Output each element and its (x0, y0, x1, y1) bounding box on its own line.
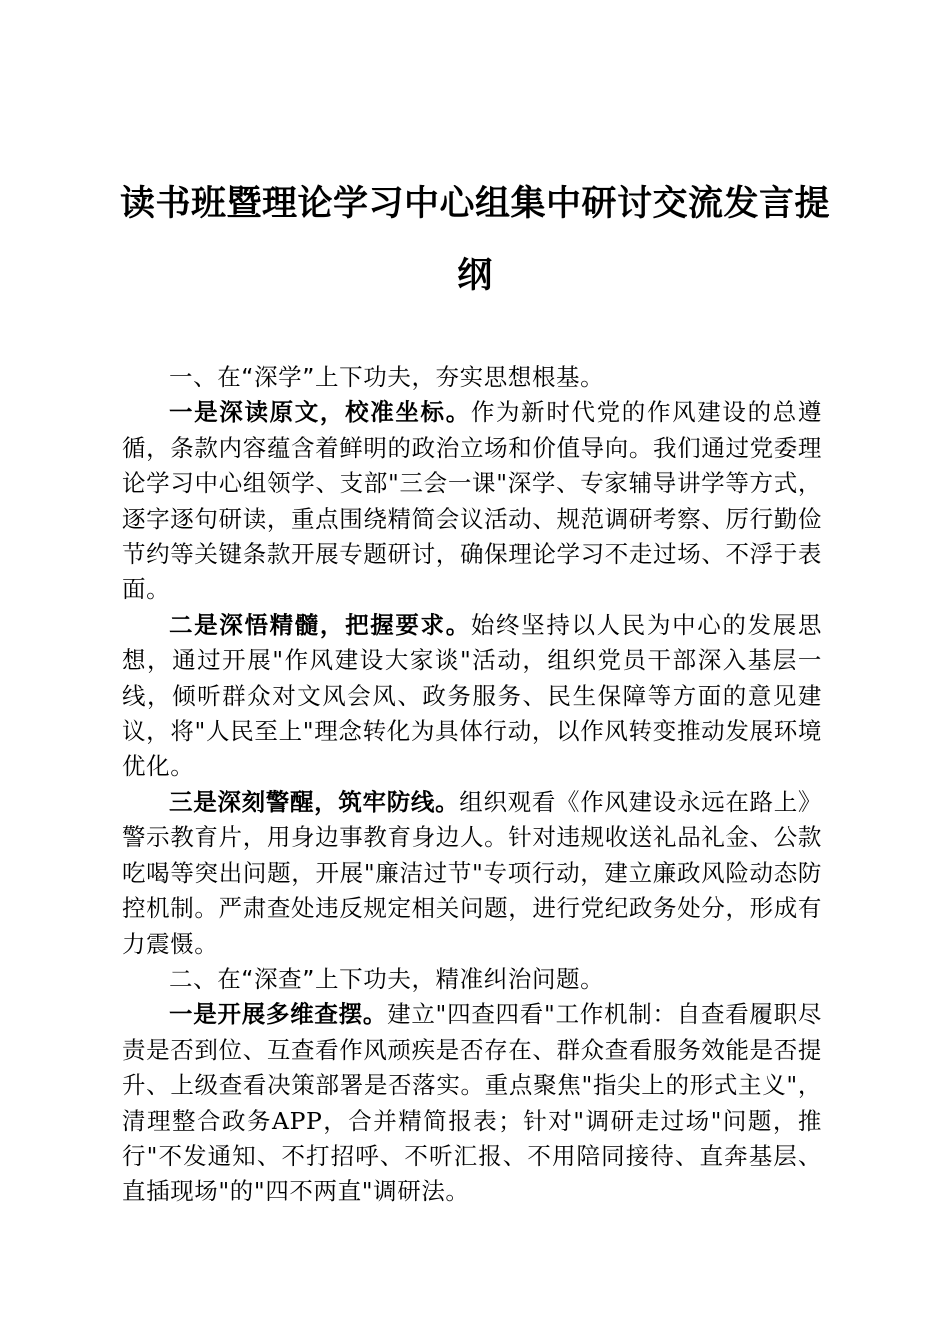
document-body (122, 360, 822, 1210)
section-heading-2: 二、在“深查”上下功夫，精准纠治问题。 (169, 964, 605, 993)
paragraph-2-1 (122, 997, 822, 1209)
paragraph-text: 组织观看《作风建设永远在路上》警示教育片，用身边事教育身边人。针对违规收送礼品礼金、公款吃喝等突出问题，开展"廉洁过节"专项行动，建立廉政风险动态防控机制。严肃查处违反规定相关问题，进行党纪政务处分，形成有力震慑。 (122, 787, 823, 958)
paragraph-lead: 三是深刻警醒，筑牢防线。 (169, 787, 460, 816)
paragraph-text: 建立"四查四看"工作机制：自查看履职尽责是否到位、互查看作风顽疾是否存在、群众查看服务效能是否提升、上级查看决策部署是否落实。重点聚焦"指尖上的形式主义"，清理整合政务APP，合并精简报表；针对"调研走过场"问题，推行"不发通知、不打招呼、不听汇报、不用陪同接待、直奔基层、直插现场"的"四不两直"调研法。 (122, 1000, 822, 1206)
paragraph-lead: 一是深读原文，校准坐标。 (169, 398, 471, 427)
document-title: 读书班暨理论学习中心组集中研讨交流发言提纲 (119, 183, 830, 296)
section-heading-1: 一、在“深学”上下功夫，夯实思想根基。 (169, 363, 605, 391)
paragraph-1-3 (122, 785, 822, 962)
paragraph-lead: 二是深悟精髓，把握要求。 (169, 610, 471, 639)
paragraph-1-2 (122, 608, 822, 785)
paragraph-lead: 一是开展多维查摆。 (169, 1000, 388, 1029)
paragraph-text: 作为新时代党的作风建设的总遵循，条款内容蕴含着鲜明的政治立场和价值导向。我们通过党委理论学习中心组领学、支部"三会一课"深学、专家辅导讲学等方式，逐字逐句研读，重点围绕精简会议活动、规范调研考察、厉行勤俭节约等关键条款开展专题研讨，确保理论学习不走过场、不浮于表面。 (122, 398, 822, 604)
paragraph-text: 始终坚持以人民为中心的发展思想，通过开展"作风建设大家谈"活动，组织党员干部深入基层一线，倾听群众对文风会风、政务服务、民生保障等方面的意见建议，将"人民至上"理念转化为具体行动，以作风转变推动发展环境优化。 (122, 610, 822, 781)
paragraph-1-1 (122, 395, 822, 607)
